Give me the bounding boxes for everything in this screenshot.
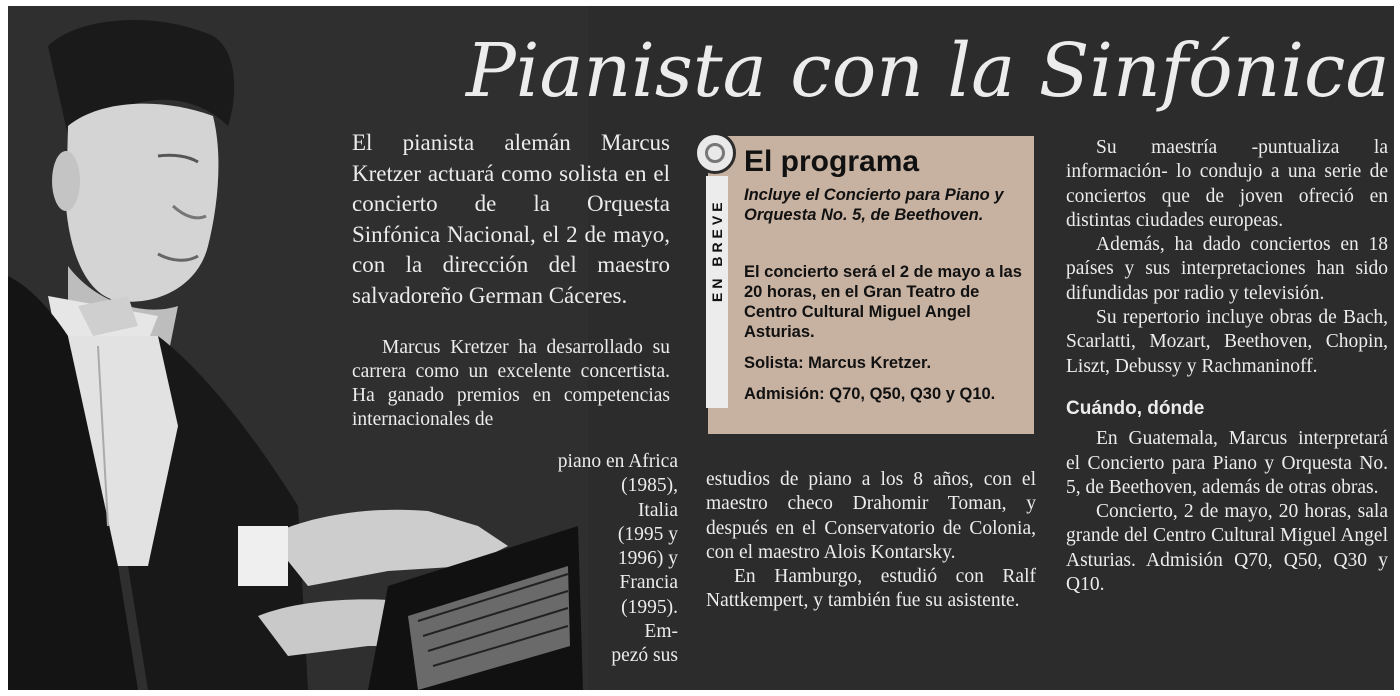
body-paragraph-studies: estudios de piano a los 8 años, con el maestro checo Drahomir Toman, y después en el Conservatorio de Colonia, con el maestro Alois Kontarsky. xyxy=(706,469,1036,563)
sidebar-detail-date: El concierto será el 2 de mayo a las 20 horas, en el Gran Teatro de Centro Cultural Miguel Angel Asturias. xyxy=(744,263,1022,341)
repertoire-column xyxy=(1066,136,1388,597)
info-badge-icon xyxy=(694,132,736,174)
career-wrap-lines xyxy=(348,450,678,669)
wrap-line: (1995). xyxy=(621,596,678,618)
studies-column xyxy=(706,468,1036,614)
headline: Pianista con la Sinfónica xyxy=(466,28,1390,114)
wrap-line: Em- xyxy=(644,621,678,643)
en-breve-label: EN BREVE xyxy=(709,198,725,302)
wrap-line: Francia xyxy=(619,572,678,594)
wrap-line: (1985), xyxy=(621,475,678,497)
sidebar-title: El programa xyxy=(744,145,920,178)
subheading-when-where: Cuándo, dónde xyxy=(1066,397,1205,419)
body-paragraph-countries: Además, ha dado conciertos en 18 países y sus interpretaciones han sido difundidas por radio y televisión. xyxy=(1066,234,1388,304)
body-paragraph-guatemala: En Guatemala, Marcus interpretará el Concierto para Piano y Orquesta No. 5, de Beethoven, además de otras obras. xyxy=(1066,428,1388,498)
lead-column xyxy=(352,128,670,433)
sidebar-detail-admission: Admisión: Q70, Q50, Q30 y Q10. xyxy=(744,385,996,403)
wrap-line: (1995 y xyxy=(617,523,678,545)
sidebar-details xyxy=(744,262,1026,415)
sidebar-intro: Incluye el Concierto para Piano y Orquesta No. 5, de Beethoven. xyxy=(744,186,1004,224)
body-paragraph-mastery: Su maestría -puntualiza la información- lo condujo a una serie de conciertos que de joven ofreció en distintas ciudades europeas. xyxy=(1066,137,1388,231)
program-sidebar xyxy=(708,136,1034,434)
body-paragraph-repertoire: Su repertorio incluye obras de Bach, Scarlatti, Mozart, Beethoven, Chopin, Liszt, Debussy y Rachmaninoff. xyxy=(1066,307,1388,377)
sidebar-detail-soloist: Solista: Marcus Kretzer. xyxy=(744,354,932,372)
newspaper-clipping xyxy=(8,6,1394,690)
wrap-line: Italia xyxy=(637,499,678,521)
en-breve-strip xyxy=(706,176,728,408)
wrap-line: 1996) y xyxy=(617,548,678,570)
body-paragraph-hamburg: En Hamburgo, estudió con Ralf Nattkempert, y también fue su asistente. xyxy=(706,566,1036,612)
wrap-line: piano en Africa xyxy=(557,451,678,472)
body-paragraph-concert-info: Concierto, 2 de mayo, 20 horas, sala grande del Centro Cultural Miguel Angel Asturias. Admisión Q70, Q50, Q30 y Q10. xyxy=(1066,501,1388,596)
body-paragraph-career: Marcus Kretzer ha desarrollado su carrera como un excelente concertista. Ha ganado premios en competencias internacionales de xyxy=(352,336,670,431)
wrap-line: pezó sus xyxy=(611,645,678,667)
lead-paragraph: El pianista alemán Marcus Kretzer actuará como solista en el concierto de la Orquesta Sinfónica Nacional, el 2 de mayo, con la dirección del maestro salvadoreño German Cáceres. xyxy=(352,130,670,308)
